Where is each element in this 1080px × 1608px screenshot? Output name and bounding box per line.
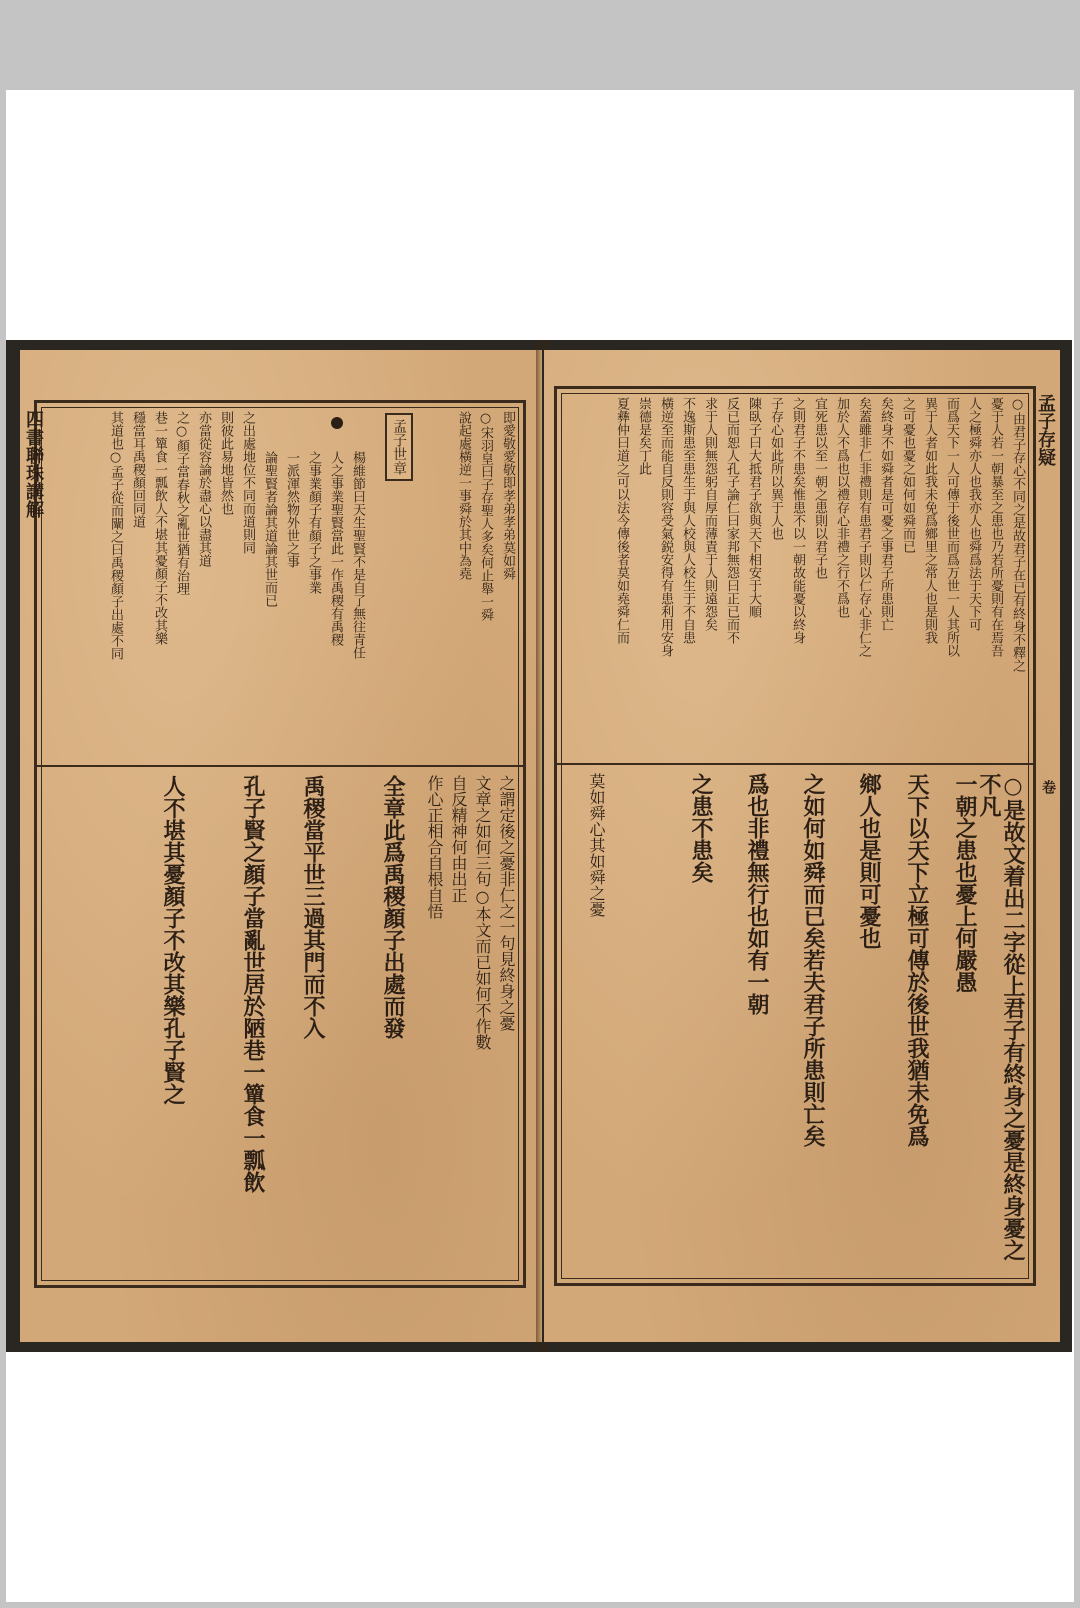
right-note-col: 橫逆至而能自反則容受氣鋭安得有患利用安身 xyxy=(658,397,673,657)
right-note-col: 求于人則無怨躬自厚而薄責于人則遠怨矣 xyxy=(702,397,717,631)
right-note-col: 之可憂也憂之如何如舜而已 xyxy=(900,397,915,553)
left-note-col: 說起處橫逆一事舜於其中為堯 xyxy=(456,411,471,580)
right-lower-text xyxy=(565,773,1025,1275)
right-note-col: 之則君子不患矣惟患不以一朝故能憂以終身 xyxy=(790,397,805,644)
left-note-col: 巷一簞食一瓢飲人不堪其憂顏子不改其樂 xyxy=(152,411,167,645)
right-margin-title: 孟子存疑 xyxy=(1035,394,1056,466)
right-note-col: 陳臥子曰大抵君子欲與天下相安于大順 xyxy=(746,397,761,618)
left-main-col: 自反精神何由出正 xyxy=(449,775,468,903)
left-big-col: 全章此爲禹稷顏子出處而發 xyxy=(380,775,406,1039)
left-note-col: 穩當耳禹稷顏回同道 xyxy=(130,411,145,528)
right-note-col: 不逸斯患至患生于與人校與人校生于不自患 xyxy=(680,397,695,644)
right-note-col: 而爲天下一人可傳于後世而爲万世一人其所以 xyxy=(944,397,959,657)
right-big-col: 之如何如舜而已矣若夫君子所患則亡矣 xyxy=(800,773,826,1147)
right-note-col: 矣終身不如舜者是可憂之事君子所患則亡 xyxy=(878,397,893,631)
book-scan xyxy=(6,340,1072,1352)
right-big-col: 之患不患矣 xyxy=(688,773,714,883)
right-big-col: 鄉人也是則可憂也 xyxy=(856,773,882,949)
left-note-col: 之出處地位不同而道則同 xyxy=(240,411,255,554)
right-main-col: 莫如舜心其如舜之憂 xyxy=(587,773,606,917)
right-note-col: 宜死患以至一朝之患則以君子也 xyxy=(812,397,827,579)
right-page xyxy=(544,350,1060,1342)
right-note-col: ○由君子存心不同之是故君子在已有終身不釋之 xyxy=(1010,397,1025,672)
left-big-col: 禹稷當平世三過其門而不入 xyxy=(300,775,326,1039)
left-note-col: 則彼此易地皆然也 xyxy=(218,411,233,515)
left-big-col: 人不堪其憂顏子不改其樂孔子賢之 xyxy=(160,775,186,1105)
right-page-divider xyxy=(557,763,1033,765)
right-note-col: 反已而恕人孔子論仁曰家邦無怨曰正已而不 xyxy=(724,397,739,644)
right-big-col: 一朝之患也憂上何嚴愚 xyxy=(952,773,978,993)
right-big-col: 爲也非禮無行也如有一朝 xyxy=(744,773,770,1015)
left-note-col: ○宋羽皇曰子存聖人多矣何止舉一舜 xyxy=(478,411,493,621)
volume-marker: 卷 xyxy=(1040,780,1056,794)
left-main-col: 作心正相合自根自悟 xyxy=(425,775,444,919)
left-note-col: 即愛敬愛敬即孝弟孝弟莫如舜 xyxy=(500,411,515,580)
right-big-col: 天下以天下立極可傳於後世我猶未免爲 xyxy=(904,773,930,1147)
right-note-col: 夏彝仲曰道之可以法今傳後者莫如堯舜仁而 xyxy=(614,397,629,644)
right-note-col: 矣蓋雖非仁非禮則有患君子則以仁存心非仁之 xyxy=(856,397,871,657)
right-note-col: 憂于人若一朝暴至之患也乃若所憂則有在焉吾 xyxy=(988,397,1003,657)
left-page-divider xyxy=(37,765,523,767)
left-note-col: 一派渾然物外世之事 xyxy=(284,451,299,568)
left-note-col: 人之事業聖賢當此一作禹稷有禹稷 xyxy=(328,451,343,646)
right-note-col: 崇德是矣丁此 xyxy=(636,397,651,475)
left-note-col: 亦當從容論於盡心以盡其道 xyxy=(196,411,211,567)
right-note-col: 異于人者如此我未免爲鄉里之常人也是則我 xyxy=(922,397,937,644)
right-note-col: 子存心如此所以異于人也 xyxy=(768,397,783,540)
left-note-col: 楊維節曰天生聖賢不是自了無往青任 xyxy=(350,451,365,659)
left-note-col: 之事業顏子有顏子之事業 xyxy=(306,451,321,594)
left-big-col: 孔子賢之顏子當亂世居於陋巷一簞食一瓢飲 xyxy=(240,775,266,1193)
left-note-col: 之○顏子當春秋之亂世猶有治理 xyxy=(174,411,189,595)
left-page-frame xyxy=(34,400,526,1288)
left-margin-title: 四書聯珠講解 xyxy=(23,410,44,518)
left-upper-notes xyxy=(45,411,515,761)
left-main-col: 之謂定後之憂非仁之一句見終身之憂 xyxy=(497,775,516,1031)
right-note-col: 人之極舜亦人也我亦人也舜爲法于天下可 xyxy=(966,397,981,631)
right-note-col: 加於人不爲也以禮存心非禮之行不爲也 xyxy=(834,397,849,618)
chapter-box: 孟子世章 xyxy=(385,413,413,481)
left-note-col: 其道也○孟子從而闡之曰禹稷顏子出處不同 xyxy=(108,411,123,660)
right-page-frame xyxy=(554,386,1036,1286)
left-page xyxy=(20,350,542,1342)
left-note-col: 論聖賢者論其道論其世而已 xyxy=(262,451,277,607)
right-big-col: ○是故文着出二字從上君子有終身之憂是終身憂之不凡 xyxy=(976,773,1026,1261)
left-main-col: 文章之如何三句○本文而已如何不作數 xyxy=(473,775,492,1050)
left-lower-text xyxy=(45,775,515,1277)
right-upper-notes xyxy=(565,397,1025,757)
